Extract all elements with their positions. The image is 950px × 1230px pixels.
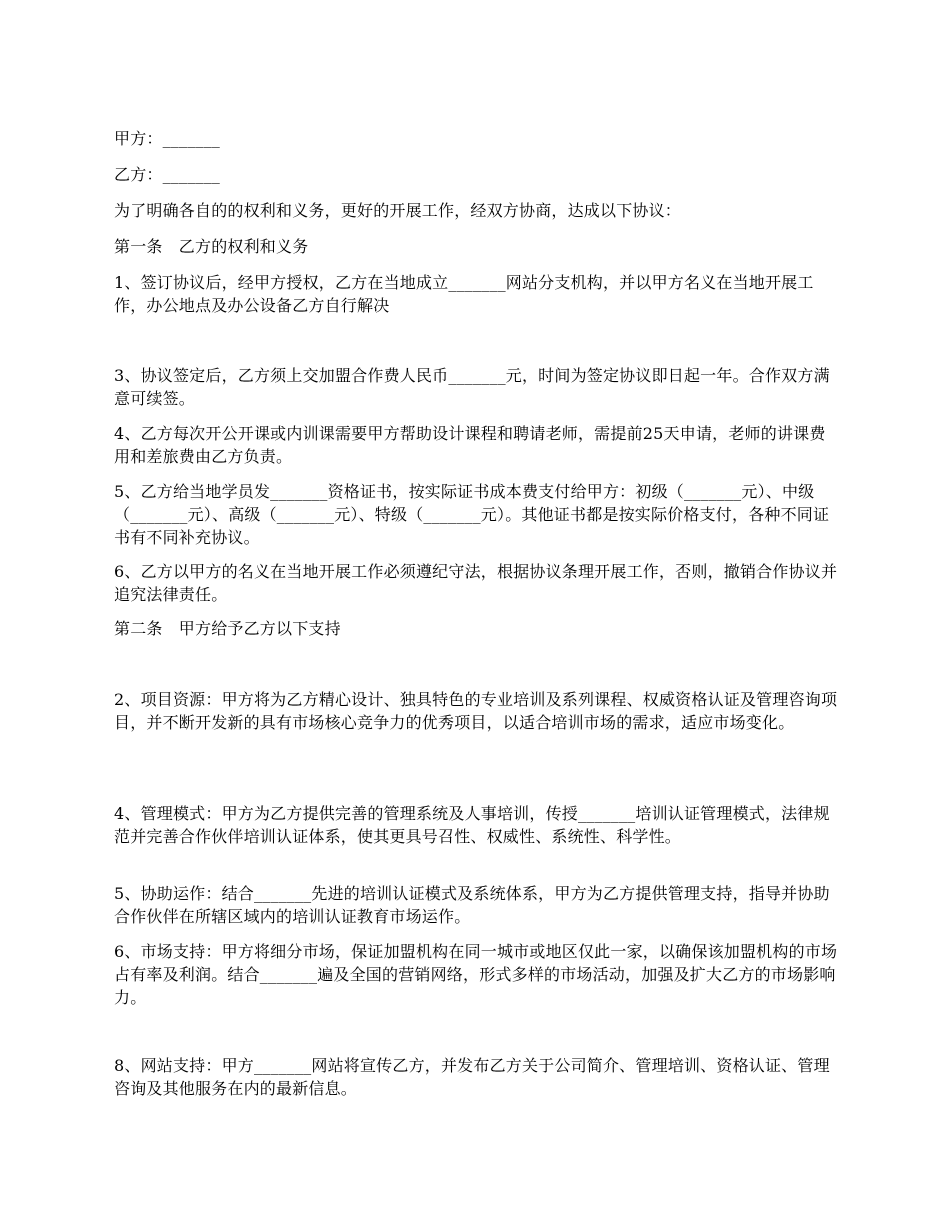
intro-paragraph: 为了明确各自的的权利和义务，更好的开展工作，经双方协商，达成以下协议： xyxy=(114,201,682,220)
article-2-item-2: 2、项目资源：甲方将为乙方精心设计、独具特色的专业培训及系列课程、权威资格认证及管理咨询项目，并不断开发新的具有市场核心竞争力的优秀项目，以适合培训市场的需求，适应市场变化。 xyxy=(114,690,838,732)
article-2-item-8: 8、网站支持：甲方_______网站将宣传乙方，并发布乙方关于公司简介、管理培训、资格认证、管理咨询及其他服务在内的最新信息。 xyxy=(114,1056,830,1098)
article-2-item-6: 6、市场支持：甲方将细分市场，保证加盟机构在同一城市或地区仅此一家，以确保该加盟机构的市场占有率及利润。结合_______遍及全国的营销网络，形式多样的市场活动，加强及扩大乙方的市场影响力。 xyxy=(114,942,838,1007)
article-1-item-1: 1、签订协议后，经甲方授权，乙方在当地成立_______网站分支机构，并以甲方名义在当地开展工作，办公地点及办公设备乙方自行解决 xyxy=(114,273,814,315)
article-1-item-4: 4、乙方每次开公开课或内训课需要甲方帮助设计课程和聘请老师，需提前25天申请，老师的讲课费用和差旅费由乙方负责。 xyxy=(114,424,826,466)
article-2-item-4: 4、管理模式：甲方为乙方提供完善的管理系统及人事培训，传授_______培训认证管理模式，法律规范并完善合作伙伴培训认证体系，使其更具号召性、权威性、系统性、科学性。 xyxy=(114,804,830,846)
article-1-item-5: 5、乙方给当地学员发_______资格证书，按实际证书成本费支付给甲方：初级（_______元）、中级（_______元）、高级（_______元）、特级（_______元）。其他证书都是按实际价格支付，各种不同证书有不同补充协议。 xyxy=(114,482,830,547)
article-1-item-3: 3、协议签定后，乙方须上交加盟合作费人民币_______元，时间为签定协议即日起一年。合作双方满意可续签。 xyxy=(114,366,830,408)
article-1-heading: 第一条 乙方的权利和义务 xyxy=(114,237,309,256)
article-1-item-6: 6、乙方以甲方的名义在当地开展工作必须遵纪守法，根据协议条理开展工作，否则，撤销合作协议并追究法律责任。 xyxy=(114,562,838,604)
party-a-line: 甲方：_______ xyxy=(114,129,221,148)
article-2-item-5: 5、协助运作：结合_______先进的培训认证模式及系统体系，甲方为乙方提供管理支持，指导并协助合作伙伴在所辖区域内的培训认证教育市场运作。 xyxy=(114,884,830,926)
article-2-heading: 第二条 甲方给予乙方以下支持 xyxy=(114,619,341,638)
party-b-line: 乙方：_______ xyxy=(114,165,221,184)
